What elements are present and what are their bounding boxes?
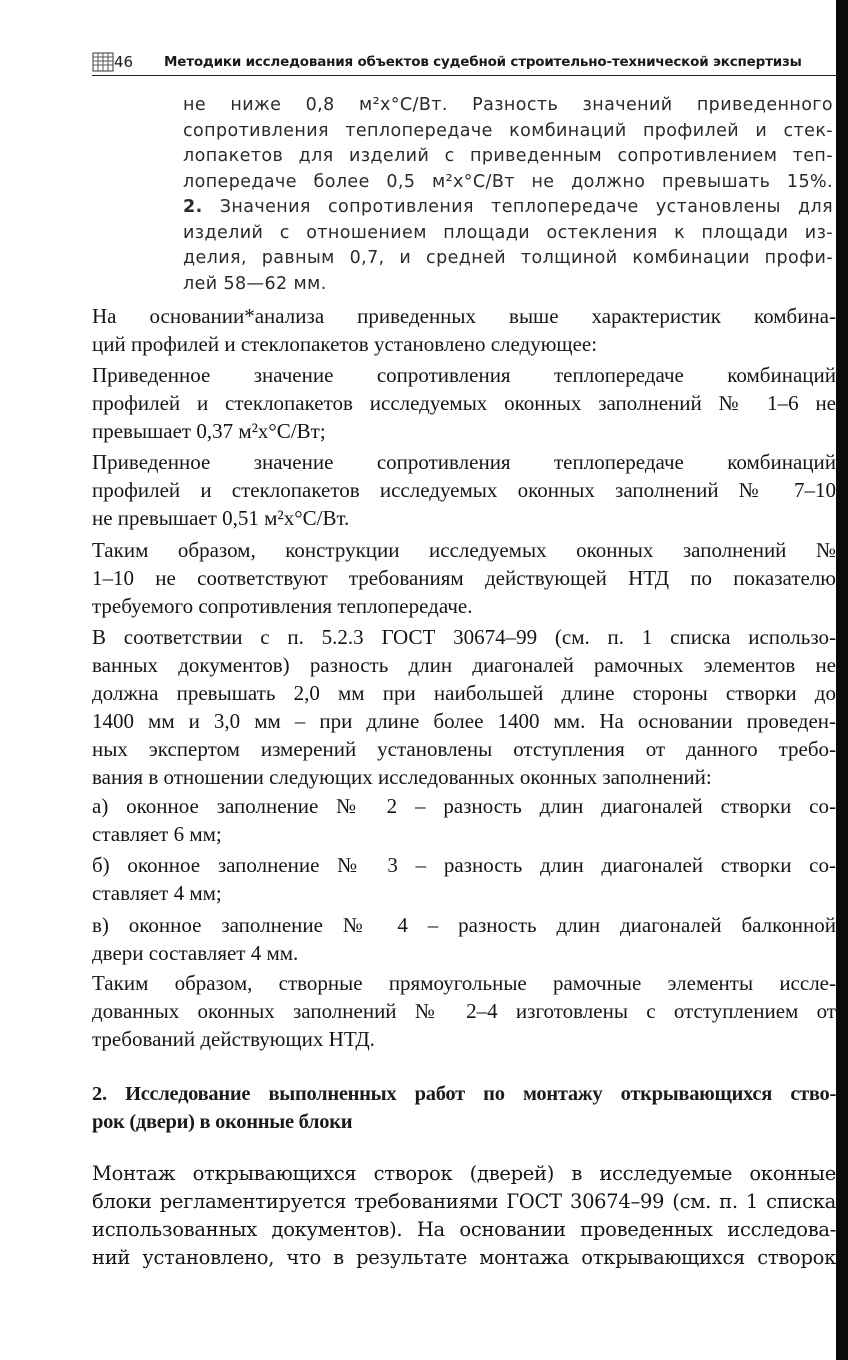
text-line: На основании*анализа приведенных выше характеристик комбина- <box>92 304 836 328</box>
section-heading <box>92 1080 836 1136</box>
text-line: ний установлено, что в результате монтажа открывающихся створок <box>92 1246 836 1269</box>
note-line: лей 58—62 мм. <box>183 273 327 294</box>
text-line: должна превышать 2,0 мм при наибольшей длине стороны створки до <box>92 681 836 705</box>
text-line: в) оконное заполнение № 4 – разность длин диагоналей балконной <box>92 913 836 937</box>
note-line: не ниже 0,8 м²х°С/Вт. Разность значений приведенного <box>183 95 833 115</box>
text-line: превышает 0,37 м²х°С/Вт; <box>92 419 326 443</box>
text-line: Таким образом, конструкции исследуемых оконных заполнений № <box>92 538 836 562</box>
note-line: лопередаче более 0,5 м²х°С/Вт не должно превышать 15%. <box>183 171 833 192</box>
text-line: не превышает 0,51 м²х°С/Вт. <box>92 506 350 530</box>
note-line: делия, равным 0,7, и средней толщиной комбинации профи- <box>183 248 833 268</box>
text-line: ванных документов) разность длин диагоналей рамочных элементов не <box>92 653 836 677</box>
text-line: требований действующих НТД. <box>92 1027 375 1051</box>
table-note <box>183 93 833 297</box>
paragraph-intro <box>92 302 836 358</box>
text-line: б) оконное заполнение № 3 – разность длин диагоналей створки со- <box>92 853 836 877</box>
list-item-a <box>92 792 836 848</box>
list-item-b <box>92 851 836 907</box>
text-line: ций профилей и стеклопакетов установлено следующее: <box>92 332 598 356</box>
header-rule <box>92 75 836 76</box>
text-line: вания в отношении следующих исследованных оконных заполнений: <box>92 765 712 789</box>
text-line: профилей и стеклопакетов исследуемых оконных заполнений № 1–6 не <box>92 391 836 415</box>
paragraph-gost <box>92 623 836 791</box>
text-line: дованных оконных заполнений № 2–4 изготовлены с отступлением от <box>92 999 836 1023</box>
page-number: 46 <box>114 53 134 71</box>
page-edge-shadow <box>836 0 848 1360</box>
text-line: блоки регламентируется требованиями ГОСТ 30674–99 (см. п. 1 списка <box>92 1190 836 1213</box>
text-line: Приведенное значение сопротивления теплопередаче комбинаций <box>92 450 836 474</box>
paragraph-conclusion-2 <box>92 969 836 1053</box>
paragraph-result-1-6 <box>92 361 836 445</box>
text-line: профилей и стеклопакетов исследуемых оконных заполнений № 7–10 <box>92 478 836 502</box>
text-line: ставляет 6 мм; <box>92 822 222 846</box>
text-line: требуемого сопротивления теплопередаче. <box>92 594 473 618</box>
note-line: сопротивления теплопередаче комбинаций профилей и стек- <box>183 120 833 141</box>
text-line: а) оконное заполнение № 2 – разность длин диагоналей створки со- <box>92 794 836 818</box>
text-line: Приведенное значение сопротивления теплопередаче комбинаций <box>92 363 836 387</box>
page-header <box>92 50 832 76</box>
text-line: двери составляет 4 мм. <box>92 941 299 965</box>
paragraph-result-7-10 <box>92 448 836 532</box>
note-line: лопакетов для изделий с приведенным сопротивлением теп- <box>183 146 833 166</box>
text-line: Монтаж открывающихся створок (дверей) в исследуемые оконные <box>92 1162 836 1185</box>
text-line: Таким образом, створные прямоугольные рамочные элементы иссле- <box>92 971 836 995</box>
text-line: В соответствии с п. 5.2.3 ГОСТ 30674–99 (см. п. 1 списка использо- <box>92 625 836 649</box>
paragraph-installation <box>92 1160 836 1272</box>
book-logo-icon <box>92 52 114 72</box>
heading-line: 2. Исследование выполненных работ по монтажу открывающихся ство- <box>92 1083 836 1105</box>
heading-line: рок (двери) в оконные блоки <box>92 1111 353 1133</box>
text-line: 1400 мм и 3,0 мм – при длине более 1400 мм. На основании проведен- <box>92 709 836 733</box>
paragraph-conclusion-1 <box>92 536 836 620</box>
note-line: изделий с отношением площади остекления к площади из- <box>183 222 833 243</box>
note-number: 2. <box>183 197 203 217</box>
text-line: ставляет 4 мм; <box>92 881 222 905</box>
text-line: использованных документов). На основании проведенных исследова- <box>92 1218 836 1241</box>
text-line: ных экспертом измерений установлены отступления от данного требо- <box>92 737 836 761</box>
note-line: 2. Значения сопротивления теплопередаче установлены для <box>183 197 833 217</box>
text-line: 1–10 не соответствуют требованиям действующей НТД по показателю <box>92 566 836 590</box>
list-item-c <box>92 911 836 967</box>
running-title: Методики исследования объектов судебной строительно-технической экспертизы <box>164 54 802 70</box>
